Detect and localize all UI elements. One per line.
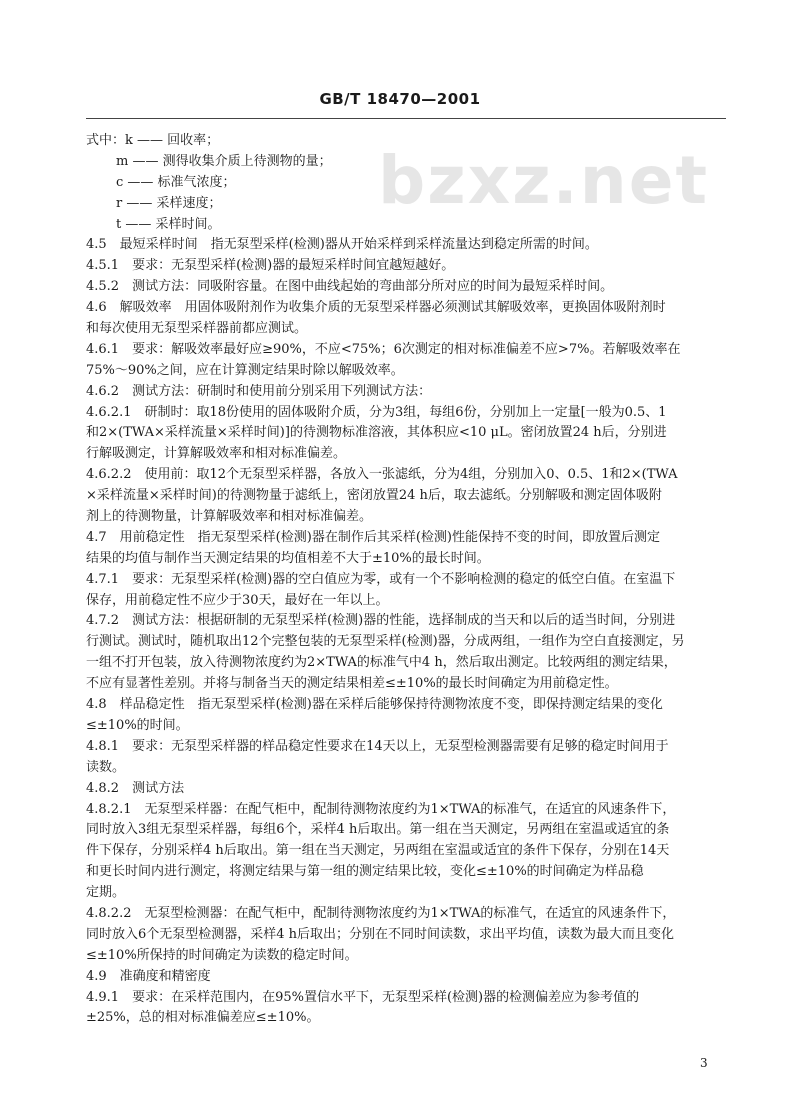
text-line: 结果的均值与制作当天测定结果的均值相差不大于±10%的最长时间。 — [86, 550, 490, 566]
text-line: 4.9 准确度和精密度 — [86, 968, 211, 984]
text-line: 行测试。测试时，随机取出12个完整包装的无泵型采样(检测)器，分成两组，一组作为空白直接测定，另 — [86, 634, 685, 650]
text-line: 件下保存，分别采样4 h后取出。第一组在当天测定，另两组在室温或适宜的条件下保存，分别在14天 — [86, 843, 670, 859]
text-line: 不应有显著性差别。并将与制备当天的测定结果相差≤±10%的最长时间确定为用前稳定性。 — [86, 676, 618, 692]
text-line: t —— 采样时间。 — [116, 216, 221, 232]
text-line: 定期。 — [86, 885, 126, 901]
text-line: ±25%，总的相对标准偏差应≤±10%。 — [86, 1010, 320, 1026]
text-line: 同时放入6个无泵型检测器，采样4 h后取出；分别在不同时间读数，求出平均值，读数为最大而且变化 — [86, 926, 675, 942]
text-line: r —— 采样速度； — [116, 195, 222, 211]
page-number: 3 — [700, 1056, 708, 1070]
document-body — [86, 131, 722, 1029]
text-line: 4.8.2.1 无泵型采样器：在配气柜中，配制待测物浓度约为1×TWA的标准气，在适宜的风速条件下， — [86, 801, 676, 817]
text-line: 4.7.2 测试方法：根据研制的无泵型采样(检测)器的性能，选择制成的当天和以后的适当时间，分别进 — [86, 613, 676, 629]
text-line: 4.8 样品稳定性 指无泵型采样(检测)器在采样后能够保持待测物浓度不变，即保持测定结果的变化 — [86, 697, 663, 713]
watermark-text: bzxz.net — [378, 142, 710, 219]
text-line: 和更长时间内进行测定，将测定结果与第一组的测定结果比较，变化≤±10%的时间确定为样品稳 — [86, 864, 644, 880]
text-line: 4.8.2 测试方法 — [86, 780, 185, 796]
text-line: 4.9.1 要求：在采样范围内，在95%置信水平下，无泵型采样(检测)器的检测偏差应为参考值的 — [86, 989, 640, 1005]
text-line: 4.6.2.2 使用前：取12个无泵型采样器，各放入一张滤纸，分为4组，分别加入0、0.5、1和2×(TWA — [86, 467, 678, 483]
text-line: c —— 标准气浓度； — [116, 174, 236, 190]
text-line: m —— 测得收集介质上待测物的量； — [116, 153, 332, 169]
text-line: 4.6.2.1 研制时：取18份使用的固体吸附介质，分为3组，每组6份，分别加上一定量[一般为0.5、1 — [86, 404, 667, 420]
text-line: 式中：k —— 回收率； — [86, 133, 220, 148]
text-line: 4.6.2 测试方法：研制时和使用前分别采用下列测试方法： — [86, 383, 432, 399]
text-line: 4.7.1 要求：无泵型采样(检测)器的空白值应为零，或有一个不影响检测的稳定的低空白值。在室温下 — [86, 571, 676, 587]
text-line: 行解吸测定，计算解吸效率和相对标准偏差。 — [86, 446, 347, 462]
text-line: 读数。 — [86, 759, 126, 775]
text-line: 和2×(TWA×采样流量×采样时间)]的待测物标准溶液，其体积应<10 μL。密闭放置24 h后，分别进 — [86, 425, 667, 441]
text-line: ≤±10%所保持的时间确定为读数的稳定时间。 — [86, 947, 358, 963]
text-line: 一组不打开包装，放入待测物浓度约为2×TWA的标准气中4 h，然后取出测定。比较两组的测定结果， — [86, 655, 677, 671]
text-line: 4.5 最短采样时间 指无泵型采样(检测)器从开始采样到采样流量达到稳定所需的时间。 — [86, 237, 598, 253]
text-line: 和每次使用无泵型采样器前都应测试。 — [86, 321, 308, 337]
standard-number-header: GB/T 18470—2001 — [319, 90, 481, 108]
text-line: ×采样流量×采样时间)的待测物量于滤纸上，密闭放置24 h后，取去滤纸。分别解吸和测定固体吸附 — [86, 488, 662, 504]
text-line: 4.5.2 测试方法：同吸附容量。在图中曲线起始的弯曲部分所对应的时间为最短采样时间。 — [86, 279, 614, 295]
text-line: 同时放入3组无泵型采样器，每组6个，采样4 h后取出。第一组在当天测定，另两组在室温或适宜的条 — [86, 822, 670, 838]
text-line: 4.6 解吸效率 用固体吸附剂作为收集介质的无泵型采样器必须测试其解吸效率，更换固体吸附剂时 — [86, 300, 666, 316]
text-line: 保存，用前稳定性不应少于30天，最好在一年以上。 — [86, 592, 389, 608]
text-line: 4.6.1 要求：解吸效率最好应≥90%，不应<75%；6次测定的相对标准偏差不应>7%。若解吸效率在 — [86, 341, 681, 357]
text-line: 4.5.1 要求：无泵型采样(检测)器的最短采样时间宜越短越好。 — [86, 258, 455, 274]
header-divider — [86, 118, 726, 119]
text-line: 4.7 用前稳定性 指无泵型采样(检测)器在制作后其采样(检测)性能保持不变的时间，即放置后测定 — [86, 529, 660, 545]
text-line: 4.8.2.2 无泵型检测器：在配气柜中，配制待测物浓度约为1×TWA的标准气，在适宜的风速条件下， — [86, 905, 676, 921]
text-line: 4.8.1 要求：无泵型采样器的样品稳定性要求在14天以上，无泵型检测器需要有足够的稳定时间用于 — [86, 738, 669, 754]
text-line: 剂上的待测物量，计算解吸效率和相对标准偏差。 — [86, 509, 373, 525]
text-line: 75%～90%之间，应在计算测定结果时除以解吸效率。 — [86, 362, 404, 378]
text-line: ≤±10%的时间。 — [86, 717, 189, 733]
